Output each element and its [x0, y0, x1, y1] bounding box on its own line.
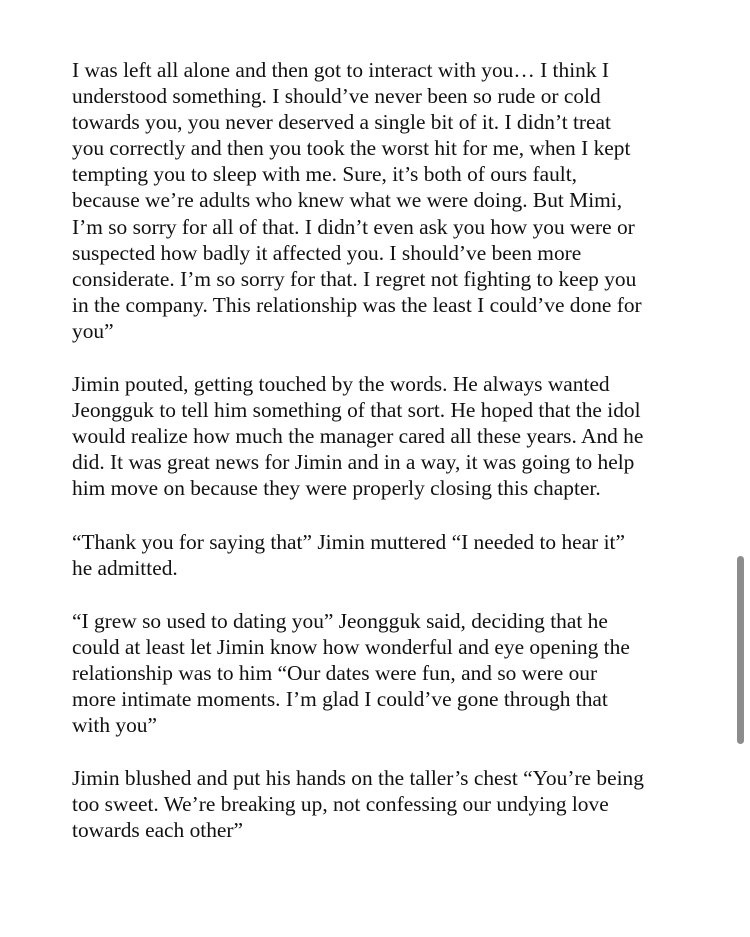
- text-line: he admitted.: [72, 555, 178, 580]
- text-line: because we’re adults who knew what we were doing. But Mimi,: [72, 188, 623, 213]
- text-line: would realize how much the manager cared all these years. And he: [72, 424, 644, 449]
- text-line: I was left all alone and then got to interact with you… I think I: [72, 58, 610, 82]
- text-line: with you”: [72, 713, 157, 738]
- text-line: could at least let Jimin know how wonderful and eye opening the: [72, 634, 630, 659]
- text-line: considerate. I’m so sorry for that. I regret not fighting to keep you: [72, 266, 637, 291]
- text-line: relationship was to him “Our dates were fun, and so were our: [72, 660, 598, 685]
- text-line: Jeongguk to tell him something of that sort. He hoped that the idol: [72, 398, 641, 423]
- text-line: in the company. This relationship was the least I could’ve done for: [72, 292, 642, 317]
- paragraph-4: [72, 608, 692, 738]
- text-line: tempting you to sleep with me. Sure, it’s both of ours fault,: [72, 162, 577, 187]
- story-text: [72, 57, 692, 870]
- text-line: you”: [72, 318, 114, 343]
- text-line: did. It was great news for Jimin and in a way, it was going to help: [72, 450, 635, 475]
- text-line: too sweet. We’re breaking up, not confessing our undying love: [72, 792, 609, 817]
- paragraph-3: [72, 529, 692, 581]
- text-line: “I grew so used to dating you” Jeongguk said, deciding that he: [72, 608, 608, 633]
- text-line: you correctly and then you took the worst hit for me, when I kept: [72, 136, 631, 161]
- text-line: towards you, you never deserved a single bit of it. I didn’t treat: [72, 110, 611, 135]
- vertical-scrollbar-thumb[interactable]: [737, 556, 744, 744]
- paragraph-1: [72, 57, 692, 344]
- text-line: I’m so sorry for all of that. I didn’t even ask you how you were or: [72, 214, 635, 239]
- text-line: understood something. I should’ve never been so rude or cold: [72, 84, 601, 109]
- text-line: Jimin pouted, getting touched by the words. He always wanted: [72, 372, 610, 397]
- text-line: “Thank you for saying that” Jimin muttered “I needed to hear it”: [72, 529, 625, 554]
- text-line: him move on because they were properly closing this chapter.: [72, 476, 601, 501]
- text-line: Jimin blushed and put his hands on the taller’s chest “You’re being: [72, 766, 644, 791]
- text-line: towards each other”: [72, 818, 244, 843]
- paragraph-2: [72, 371, 692, 501]
- paragraph-5: [72, 765, 692, 843]
- text-line: suspected how badly it affected you. I should’ve been more: [72, 240, 582, 265]
- text-line: more intimate moments. I’m glad I could’ve gone through that: [72, 686, 608, 711]
